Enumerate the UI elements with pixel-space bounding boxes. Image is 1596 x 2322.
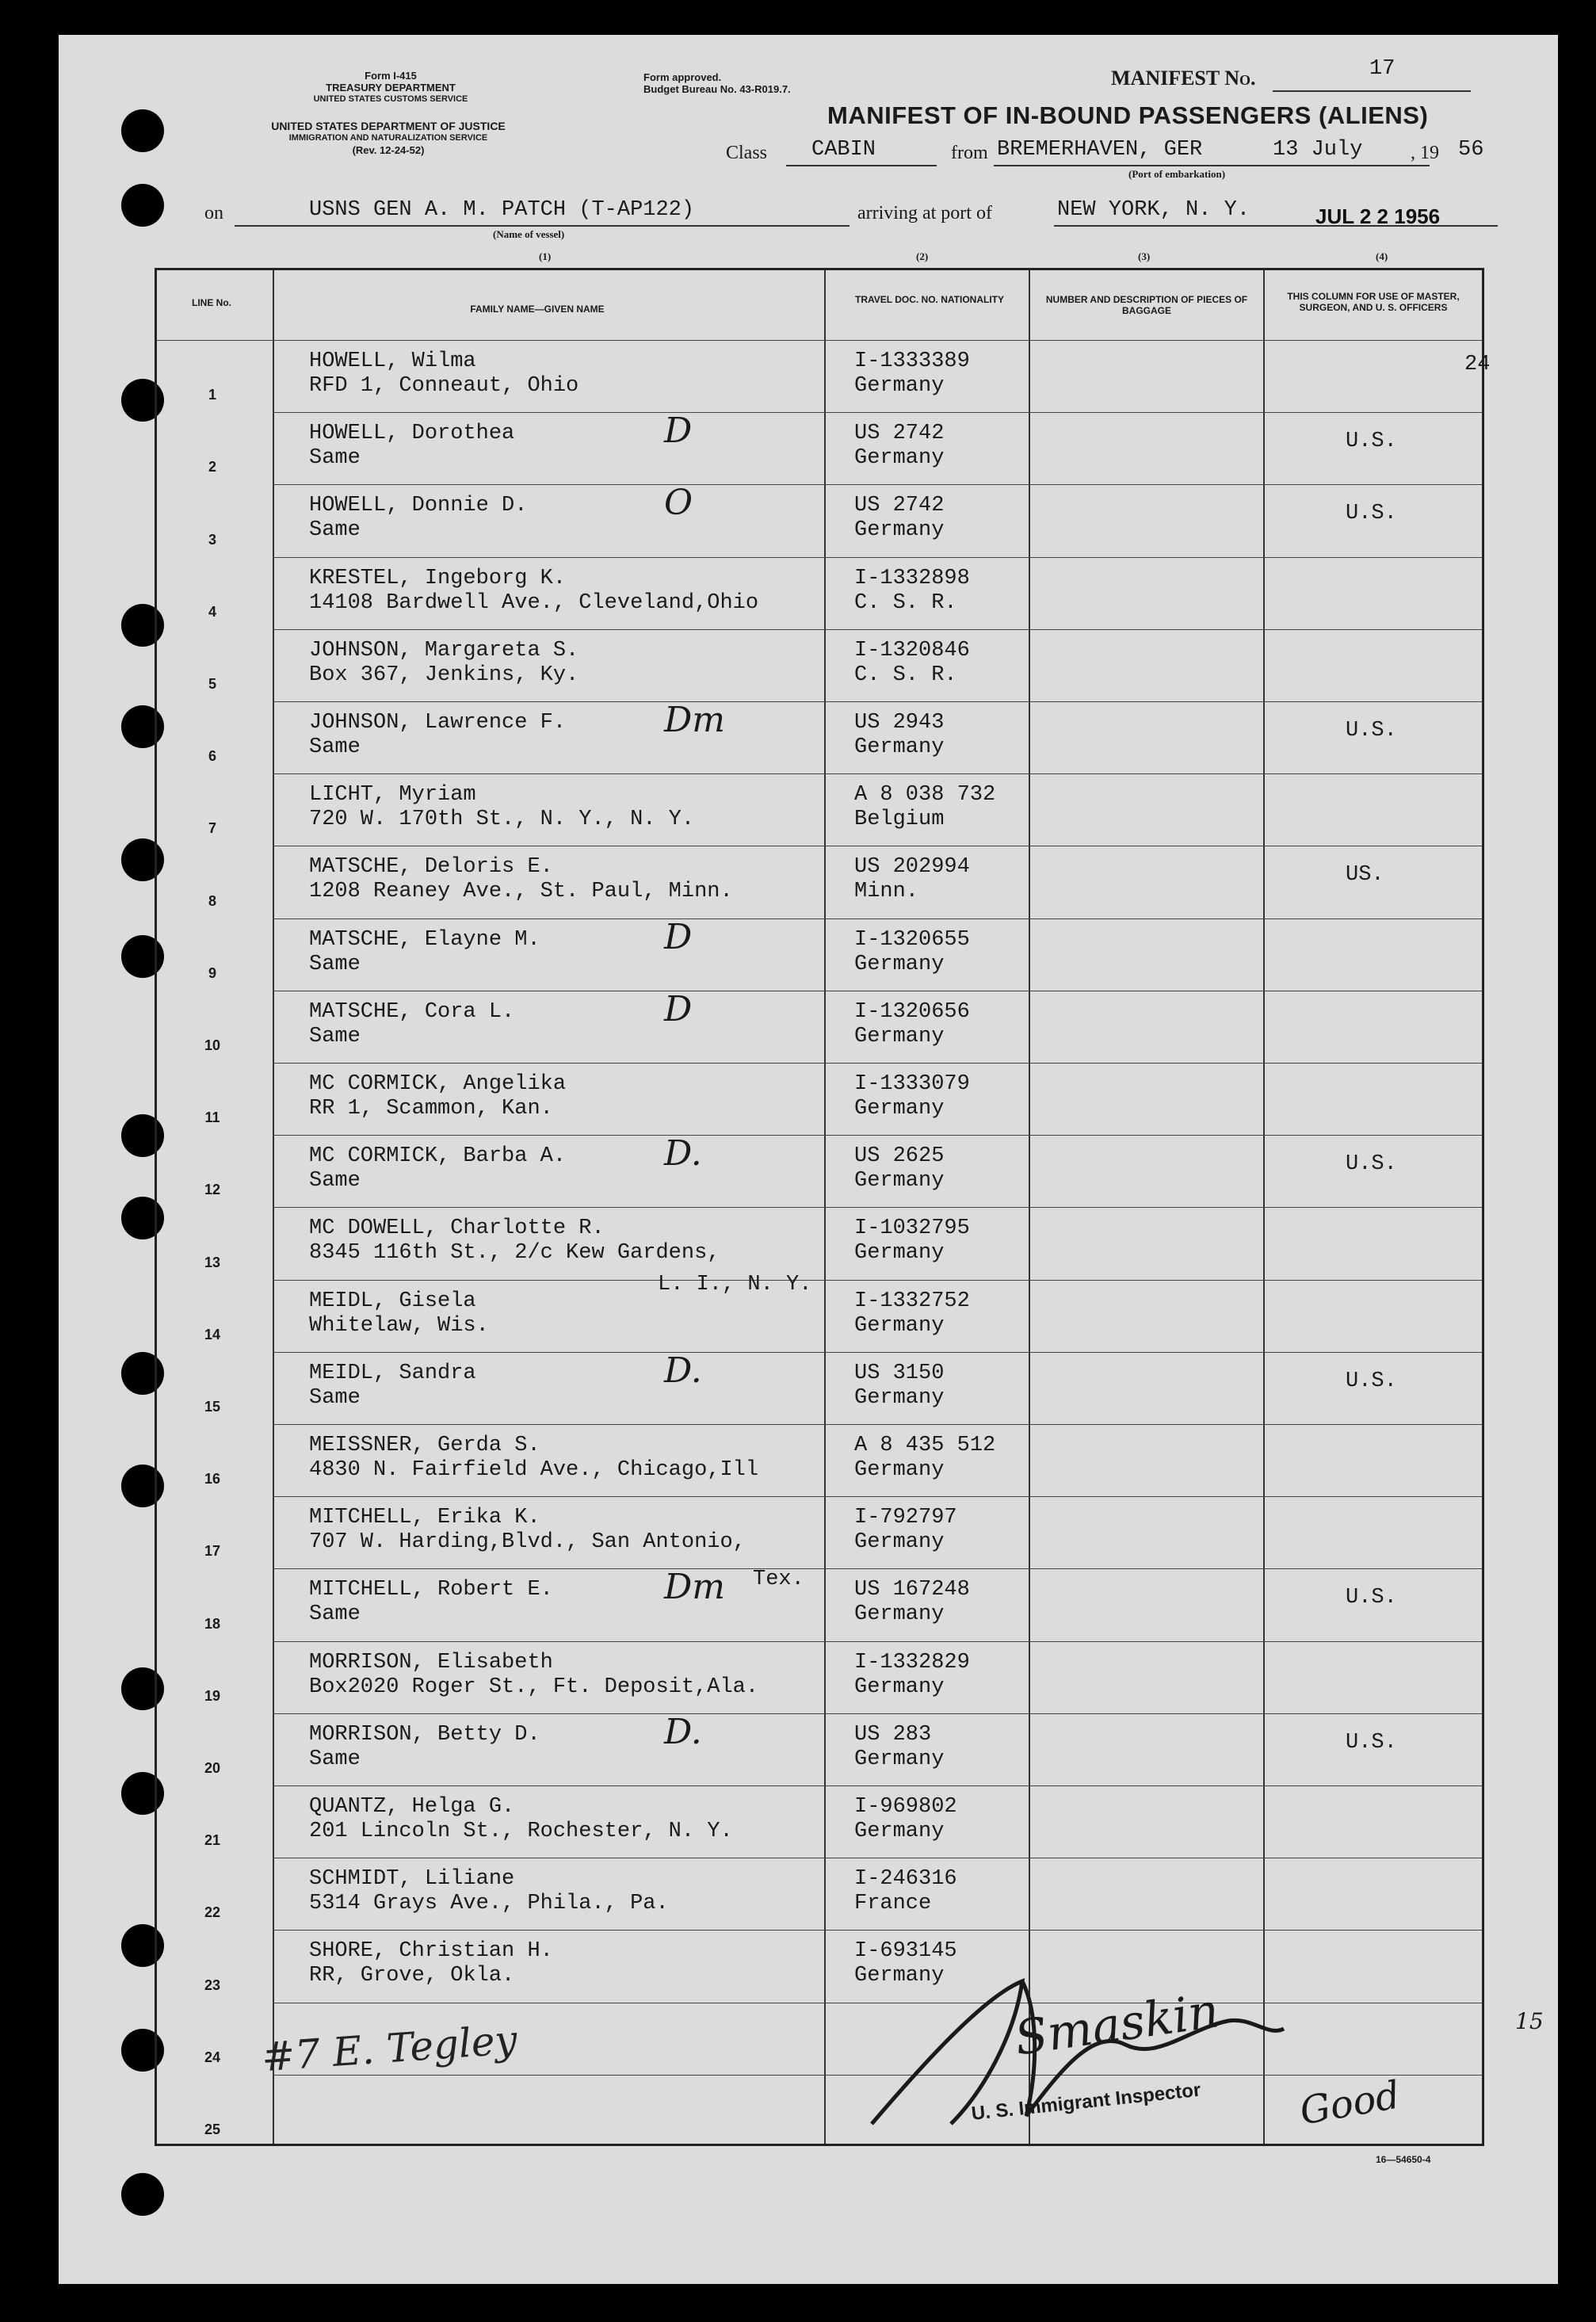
table-row bbox=[157, 773, 1482, 846]
line-number: 19 bbox=[204, 1687, 221, 1704]
passenger-address: RFD 1, Conneaut, Ohio bbox=[309, 374, 579, 398]
vessel-caption: (Name of vessel) bbox=[493, 228, 565, 240]
officer-note: U.S. bbox=[1346, 1730, 1397, 1755]
table-row bbox=[157, 484, 1482, 556]
passenger-table bbox=[155, 268, 1491, 2146]
passenger-name: MC CORMICK, Angelika bbox=[309, 1072, 567, 1096]
print-code: 16—54650-4 bbox=[1376, 2154, 1431, 2165]
on-label: on bbox=[204, 203, 223, 223]
manifest-title: MANIFEST OF IN-BOUND PASSENGERS (ALIENS) bbox=[827, 101, 1429, 129]
line-number: 7 bbox=[208, 820, 216, 837]
nationality: France bbox=[854, 1892, 932, 1916]
passenger-name: HOWELL, Dorothea bbox=[309, 422, 515, 446]
travel-doc-number: US 167248 bbox=[854, 1578, 970, 1602]
travel-doc-number: US 3150 bbox=[854, 1361, 945, 1385]
passenger-address: 201 Lincoln St., Rochester, N. Y. bbox=[309, 1820, 733, 1843]
nationality: Germany bbox=[854, 1385, 945, 1410]
nationality: Minn. bbox=[854, 880, 919, 904]
nationality: C. S. R. bbox=[854, 663, 957, 687]
travel-doc-number: A 8 038 732 bbox=[854, 783, 996, 808]
table-row bbox=[157, 1568, 1482, 1640]
handwritten-mark: D bbox=[664, 411, 693, 452]
passenger-name: MEIDL, Sandra bbox=[309, 1361, 476, 1385]
officer-note: U.S. bbox=[1346, 1586, 1397, 1610]
travel-doc-number: I-1320655 bbox=[854, 927, 970, 952]
arrival-port: NEW YORK, N. Y. bbox=[1057, 198, 1250, 222]
table-row bbox=[157, 1858, 1482, 1930]
passenger-address: Box 367, Jenkins, Ky. bbox=[309, 663, 579, 687]
nationality: Germany bbox=[854, 1241, 945, 1266]
nationality: Germany bbox=[854, 1097, 945, 1121]
passenger-name: MATSCHE, Deloris E. bbox=[309, 855, 553, 880]
table-row bbox=[157, 1713, 1482, 1785]
travel-doc-number: I-1032795 bbox=[854, 1216, 970, 1241]
row13-continuation: L. I., N. Y. bbox=[658, 1273, 812, 1297]
row17-continuation: Tex. bbox=[753, 1568, 804, 1591]
nationality: Germany bbox=[854, 1820, 945, 1843]
travel-doc-number: I-1332752 bbox=[854, 1289, 970, 1313]
form-approved bbox=[643, 71, 791, 95]
travel-doc-number: I-1332898 bbox=[854, 566, 970, 590]
nationality: Germany bbox=[854, 1747, 945, 1771]
table-row bbox=[157, 1280, 1482, 1352]
passenger-name: JOHNSON, Lawrence F. bbox=[309, 711, 567, 735]
passenger-address: Same bbox=[309, 446, 361, 471]
line-number: 20 bbox=[204, 1759, 221, 1776]
table-row bbox=[157, 1135, 1482, 1207]
passenger-name: MATSCHE, Cora L. bbox=[309, 999, 515, 1024]
officer-note: U.S. bbox=[1346, 502, 1397, 526]
col-num-3: (3) bbox=[1138, 250, 1151, 262]
ins-service: IMMIGRATION AND NATURALIZATION SERVICE bbox=[288, 133, 488, 143]
handwritten-mark: O bbox=[664, 483, 693, 524]
travel-doc-number: I-969802 bbox=[854, 1795, 957, 1819]
passenger-name: HOWELL, Donnie D. bbox=[309, 494, 528, 518]
table-row bbox=[157, 557, 1482, 629]
officer-note: U.S. bbox=[1346, 719, 1397, 743]
handwritten-mark: D. bbox=[664, 1133, 702, 1174]
travel-doc-number: I-1333079 bbox=[854, 1072, 970, 1096]
table-row bbox=[157, 1424, 1482, 1496]
arriving-label: arriving at port of bbox=[857, 203, 992, 223]
line-number: 17 bbox=[204, 1543, 221, 1560]
travel-doc-number: US 283 bbox=[854, 1722, 932, 1747]
nationality: Germany bbox=[854, 1458, 945, 1482]
line-number: 13 bbox=[204, 1254, 221, 1270]
table-row bbox=[157, 1641, 1482, 1713]
passenger-name: MATSCHE, Elayne M. bbox=[309, 927, 540, 952]
line-number: 5 bbox=[208, 675, 216, 692]
binder-hole bbox=[121, 109, 164, 152]
manifest-no-label: MANIFEST No. bbox=[1111, 67, 1256, 90]
treasury-dept: TREASURY DEPARTMENT bbox=[326, 82, 456, 94]
nationality: Germany bbox=[854, 1530, 945, 1555]
nationality: Germany bbox=[854, 1675, 945, 1699]
binder-hole bbox=[121, 184, 164, 227]
passenger-address: 8345 116th St., 2/c Kew Gardens, bbox=[309, 1241, 720, 1266]
table-row bbox=[157, 701, 1482, 773]
passenger-address: Same bbox=[309, 1602, 361, 1627]
customs-service: UNITED STATES CUSTOMS SERVICE bbox=[313, 94, 468, 104]
handwritten-mark: Dm bbox=[664, 1567, 725, 1608]
col-header-line-no: LINE No. bbox=[192, 297, 231, 308]
nationality: Belgium bbox=[854, 808, 945, 832]
table-row bbox=[157, 1785, 1482, 1858]
good-note: Good bbox=[1296, 2072, 1403, 2134]
passenger-address: RR, Grove, Okla. bbox=[309, 1964, 515, 1988]
table-row bbox=[157, 988, 1482, 1063]
nationality: Germany bbox=[854, 1169, 945, 1193]
passenger-address: Same bbox=[309, 1385, 361, 1410]
budget-bureau: Budget Bureau No. 43-R019.7. bbox=[643, 83, 791, 95]
binder-hole bbox=[121, 2173, 164, 2216]
inspector-signature: Smaskin bbox=[1011, 1983, 1223, 2067]
line-number: 15 bbox=[204, 1398, 221, 1415]
travel-doc-number: I-1320656 bbox=[854, 999, 970, 1024]
arrival-date-stamp: JUL 2 2 1956 bbox=[1315, 204, 1441, 228]
travel-doc-number: US 202994 bbox=[854, 855, 970, 880]
form-id: Form I-415 bbox=[365, 70, 417, 82]
col-header-travel-doc: TRAVEL DOC. NO. NATIONALITY bbox=[855, 294, 1004, 305]
table-row bbox=[157, 1352, 1482, 1424]
passenger-address: Same bbox=[309, 518, 361, 543]
passenger-address: Whitelaw, Wis. bbox=[309, 1313, 489, 1338]
travel-doc-number: I-246316 bbox=[854, 1867, 957, 1892]
travel-doc-number: I-1333389 bbox=[854, 349, 970, 373]
col-num-1: (1) bbox=[539, 250, 552, 262]
line-number: 25 bbox=[204, 2121, 221, 2137]
line-number: 23 bbox=[204, 1976, 221, 1993]
passenger-address: Box2020 Roger St., Ft. Deposit,Ala. bbox=[309, 1675, 759, 1699]
form-header-left bbox=[260, 70, 521, 105]
passenger-name: MC CORMICK, Barba A. bbox=[309, 1144, 567, 1169]
travel-doc-number: US 2742 bbox=[854, 494, 945, 518]
handwritten-mark: D bbox=[664, 988, 693, 1029]
handwritten-mark: Dm bbox=[664, 700, 725, 740]
count-note: 15 bbox=[1515, 2008, 1544, 2034]
passenger-address: 1208 Reaney Ave., St. Paul, Minn. bbox=[309, 880, 733, 904]
travel-doc-number: I-1320846 bbox=[854, 638, 970, 663]
travel-doc-number: I-792797 bbox=[854, 1506, 957, 1530]
passenger-name: LICHT, Myriam bbox=[309, 783, 476, 808]
col-num-4: (4) bbox=[1376, 250, 1388, 262]
date-value: 13 July bbox=[1273, 138, 1363, 162]
passenger-name: SCHMIDT, Liliane bbox=[309, 1867, 515, 1892]
passenger-name: MC DOWELL, Charlotte R. bbox=[309, 1216, 605, 1241]
passenger-name: KRESTEL, Ingeborg K. bbox=[309, 566, 567, 590]
passenger-name: JOHNSON, Margareta S. bbox=[309, 638, 579, 663]
justice-dept: UNITED STATES DEPARTMENT OF JUSTICE bbox=[271, 120, 506, 132]
nationality: Germany bbox=[854, 374, 945, 398]
passenger-name: MORRISON, Betty D. bbox=[309, 1722, 540, 1747]
passenger-address: 14108 Bardwell Ave., Cleveland,Ohio bbox=[309, 590, 759, 615]
officer-note: U.S. bbox=[1346, 430, 1397, 454]
table-row bbox=[157, 846, 1482, 918]
class-label: Class bbox=[726, 143, 768, 163]
officer-note: U.S. bbox=[1346, 1152, 1397, 1177]
passenger-name: HOWELL, Wilma bbox=[309, 349, 476, 373]
table-row bbox=[157, 340, 1491, 412]
passenger-address: 707 W. Harding,Blvd., San Antonio, bbox=[309, 1530, 746, 1555]
handwritten-mark: D. bbox=[664, 1350, 702, 1391]
travel-doc-number: US 2943 bbox=[854, 711, 945, 735]
line-number: 11 bbox=[204, 1109, 220, 1126]
vessel-name: USNS GEN A. M. PATCH (T-AP122) bbox=[309, 198, 695, 222]
vessel-line bbox=[235, 225, 850, 227]
passenger-name: SHORE, Christian H. bbox=[309, 1939, 553, 1964]
manifest-no-value: 17 bbox=[1369, 57, 1396, 81]
table-row bbox=[157, 629, 1482, 701]
passenger-name: MITCHELL, Erika K. bbox=[309, 1506, 540, 1530]
nationality: C. S. R. bbox=[854, 590, 957, 615]
line-number: 16 bbox=[204, 1471, 221, 1488]
nationality: Germany bbox=[854, 1313, 945, 1338]
nationality: Germany bbox=[854, 518, 945, 543]
handwritten-mark: D bbox=[664, 916, 693, 957]
year-prefix: , 19 bbox=[1411, 143, 1439, 163]
col-header-name: FAMILY NAME—GIVEN NAME bbox=[470, 304, 605, 315]
table-row bbox=[157, 1207, 1482, 1279]
line-number: 22 bbox=[204, 1904, 221, 1921]
travel-doc-number: A 8 435 512 bbox=[854, 1434, 996, 1457]
passenger-name: QUANTZ, Helga G. bbox=[309, 1795, 515, 1819]
line-number: 10 bbox=[204, 1037, 221, 1053]
line-number: 18 bbox=[204, 1615, 221, 1632]
line-number: 24 bbox=[204, 2049, 221, 2065]
table-row bbox=[157, 1063, 1482, 1135]
form-approved-text: Form approved. bbox=[643, 71, 722, 83]
line-number: 21 bbox=[204, 1832, 221, 1849]
table-row bbox=[157, 1496, 1482, 1568]
nationality: Germany bbox=[854, 1964, 945, 1988]
passenger-address: RR 1, Scammon, Kan. bbox=[309, 1097, 553, 1121]
line-number: 14 bbox=[204, 1326, 221, 1342]
travel-doc-number: I-1332829 bbox=[854, 1650, 970, 1675]
passenger-name: MORRISON, Elisabeth bbox=[309, 1650, 553, 1675]
line-number: 1 bbox=[208, 387, 216, 403]
table-row bbox=[157, 918, 1482, 991]
passenger-name: MEIDL, Gisela bbox=[309, 1289, 476, 1313]
inspector-caption: U. S. Immigrant Inspector bbox=[970, 2079, 1202, 2125]
from-label: from bbox=[951, 143, 988, 163]
passenger-name: MEISSNER, Gerda S. bbox=[309, 1434, 540, 1457]
travel-doc-number: US 2625 bbox=[854, 1144, 945, 1169]
line-number: 9 bbox=[208, 964, 216, 981]
line-number: 12 bbox=[204, 1182, 221, 1198]
col-num-2: (2) bbox=[916, 250, 929, 262]
passenger-address: Same bbox=[309, 735, 361, 759]
passenger-address: Same bbox=[309, 1169, 361, 1193]
class-value: CABIN bbox=[811, 138, 876, 162]
nationality: Germany bbox=[854, 735, 945, 759]
form-header-justice bbox=[198, 120, 578, 156]
passenger-address: 4830 N. Fairfield Ave., Chicago,Ill bbox=[309, 1458, 759, 1482]
passenger-name: MITCHELL, Robert E. bbox=[309, 1578, 553, 1602]
handwritten-tally: #7 E. Tegley bbox=[260, 2016, 519, 2081]
class-line bbox=[786, 165, 937, 166]
manifest-no-line bbox=[1273, 90, 1471, 92]
officer-note: U.S. bbox=[1346, 1369, 1397, 1393]
travel-doc-number: US 2742 bbox=[854, 422, 945, 446]
year-value: 56 bbox=[1458, 138, 1484, 162]
port-embarkation-caption: (Port of embarkation) bbox=[1128, 168, 1226, 180]
handwritten-mark: D. bbox=[664, 1711, 702, 1752]
officer-note: US. bbox=[1346, 863, 1384, 888]
passenger-address: Same bbox=[309, 952, 361, 976]
officer-note: 24 bbox=[1464, 353, 1491, 376]
table-row bbox=[157, 412, 1482, 484]
nationality: Germany bbox=[854, 1602, 945, 1627]
nationality: Germany bbox=[854, 446, 945, 471]
passenger-address: Same bbox=[309, 1024, 361, 1048]
from-value: BREMERHAVEN, GER bbox=[997, 138, 1203, 162]
passenger-address: 720 W. 170th St., N. Y., N. Y. bbox=[309, 808, 695, 832]
line-number: 6 bbox=[208, 748, 216, 765]
line-number: 4 bbox=[208, 603, 216, 620]
rev-date: (Rev. 12-24-52) bbox=[352, 144, 425, 156]
nationality: Germany bbox=[854, 1024, 945, 1048]
line-number: 2 bbox=[208, 459, 216, 475]
from-line bbox=[994, 165, 1430, 166]
nationality: Germany bbox=[854, 952, 945, 976]
travel-doc-number: I-693145 bbox=[854, 1939, 957, 1964]
col-header-baggage: NUMBER AND DESCRIPTION OF PIECES OF BAGGAGE bbox=[1045, 294, 1248, 316]
line-number: 3 bbox=[208, 531, 216, 548]
line-number: 8 bbox=[208, 892, 216, 909]
col-header-officers: THIS COLUMN FOR USE OF MASTER, SURGEON, AND U. S. OFFICERS bbox=[1287, 291, 1460, 313]
passenger-address: Same bbox=[309, 1747, 361, 1771]
passenger-address: 5314 Grays Ave., Phila., Pa. bbox=[309, 1892, 669, 1916]
